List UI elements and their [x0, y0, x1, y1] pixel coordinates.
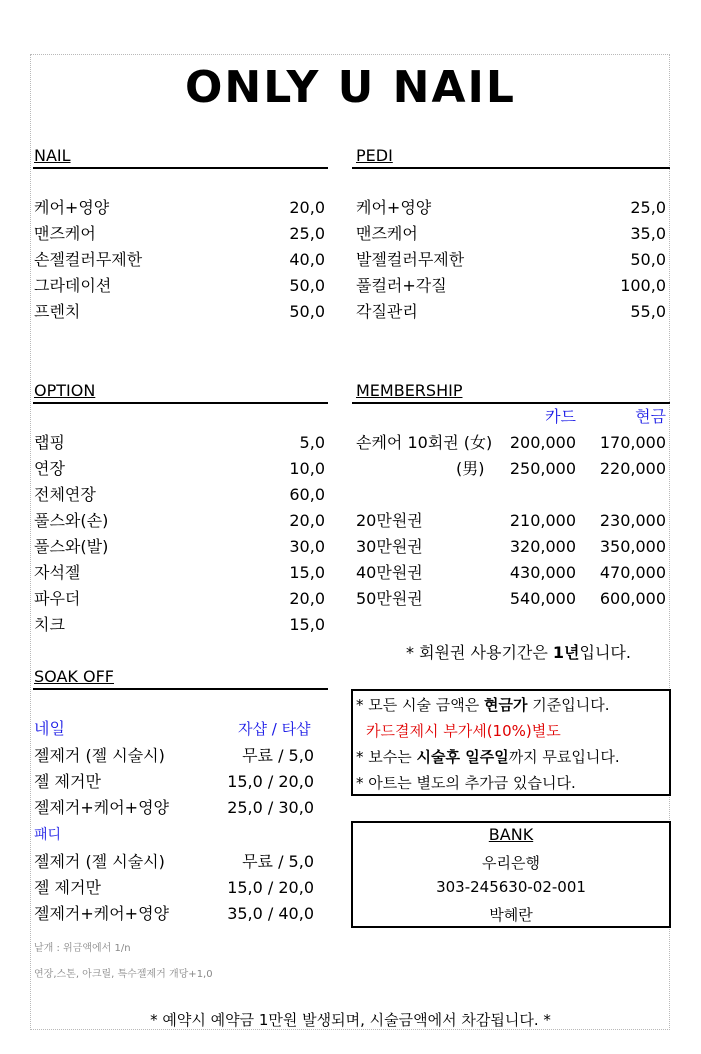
nail-item-row — [34, 196, 325, 220]
membership-care-male-row — [356, 457, 668, 481]
item-name: 치크 — [34, 615, 65, 634]
voucher-card-price: 540,000 — [509, 589, 576, 608]
notice-line-vat: 카드결제시 부가세(10%)별도 — [366, 722, 561, 740]
membership-care-female-row — [356, 431, 668, 455]
pedi-item-row — [356, 300, 666, 324]
voucher-card-price: 320,000 — [509, 537, 576, 556]
membership-column-headers — [356, 405, 668, 429]
notice-line-cash-text: * 모든 시술 금액은 — [356, 696, 485, 714]
soak-pedi-label-text: 패디 — [34, 827, 62, 843]
nail-item-row — [34, 222, 325, 246]
care-male-cash-price: 220,000 — [599, 459, 666, 478]
voucher-row — [356, 535, 668, 559]
voucher-card-price: 430,000 — [509, 563, 576, 582]
soak-pedi-row — [34, 850, 314, 874]
item-price: 20,0 — [289, 198, 325, 217]
notice-line-art: * 아트는 별도의 추가금 있습니다. — [356, 774, 576, 792]
option-item-row — [34, 587, 325, 611]
voucher-card-price: 210,000 — [509, 511, 576, 530]
item-name: 전체연장 — [34, 485, 96, 504]
voucher-cash-price: 470,000 — [599, 563, 666, 582]
shop-title: ONLY U NAIL — [185, 62, 516, 113]
pedi-divider — [352, 167, 670, 169]
soak-nail-row — [34, 796, 314, 820]
item-price: 50,0 — [289, 276, 325, 295]
item-price: 25,0 — [289, 224, 325, 243]
pedi-item-row — [356, 196, 666, 220]
soak-pedi-label — [34, 823, 174, 847]
option-item-row — [34, 535, 325, 559]
care-pass-label: 손케어 10회권 (女) — [356, 433, 493, 452]
item-name: 랩핑 — [34, 433, 65, 452]
cash-column-header: 현금 — [635, 407, 666, 426]
item-price: 20,0 — [289, 511, 325, 530]
voucher-name: 40만원권 — [356, 563, 423, 582]
item-price: 60,0 — [289, 485, 325, 504]
item-name: 풀스와(발) — [34, 537, 109, 556]
item-name: 각질관리 — [356, 302, 418, 321]
item-price: 40,0 — [289, 250, 325, 269]
validity-suffix: 입니다. — [579, 643, 631, 662]
item-name: 발젤컬러무제한 — [356, 250, 465, 269]
voucher-row — [356, 561, 668, 585]
item-price: 30,0 — [289, 537, 325, 556]
voucher-cash-price: 600,000 — [599, 589, 666, 608]
item-name: 손젤컬러무제한 — [34, 250, 143, 269]
soak-nail-label — [34, 717, 174, 741]
bank-account-holder: 박혜란 — [489, 906, 533, 924]
option-heading: OPTION — [34, 381, 96, 400]
nail-heading: NAIL — [34, 146, 71, 165]
item-price: 35,0 — [630, 224, 666, 243]
item-price: 50,0 — [630, 250, 666, 269]
soak-nail-label-text: 네일 — [34, 719, 65, 738]
notice-line-repair-text: * 보수는 — [356, 748, 417, 766]
nail-item-row — [34, 248, 325, 272]
pedi-heading: PEDI — [356, 146, 393, 165]
option-item-row — [34, 613, 325, 637]
voucher-name: 20만원권 — [356, 511, 423, 530]
membership-heading: MEMBERSHIP — [356, 381, 463, 400]
care-male-label: (男) — [456, 459, 485, 478]
option-item-row — [34, 457, 325, 481]
item-price: 15,0 / 20,0 — [227, 878, 314, 897]
voucher-cash-price: 230,000 — [599, 511, 666, 530]
item-price: 100,0 — [620, 276, 666, 295]
option-item-row — [34, 561, 325, 585]
soak-nail-row — [34, 744, 314, 768]
item-name: 케어+영양 — [34, 198, 110, 217]
soak-nail-row — [34, 770, 314, 794]
voucher-name: 30만원권 — [356, 537, 423, 556]
nail-divider — [33, 167, 328, 169]
voucher-row — [356, 587, 668, 611]
soak-note-extension: 연장,스톤, 아크릴, 특수젤제거 개당+1,0 — [34, 969, 213, 980]
item-name: 프렌치 — [34, 302, 81, 321]
item-name: 케어+영양 — [356, 198, 432, 217]
voucher-cash-price: 350,000 — [599, 537, 666, 556]
pedi-item-row — [356, 222, 666, 246]
item-name: 풀스와(손) — [34, 511, 109, 530]
soak-note-single: 낱개 : 위금액에서 1/n — [34, 943, 131, 954]
option-divider — [33, 402, 328, 404]
item-price: 무료 / 5,0 — [242, 852, 314, 871]
item-name: 맨즈케어 — [34, 224, 96, 243]
item-name: 연장 — [34, 459, 65, 478]
item-name: 젤 제거만 — [34, 772, 101, 791]
item-name: 파우더 — [34, 589, 81, 608]
card-column-header: 카드 — [545, 407, 576, 426]
item-name: 풀컬러+각질 — [356, 276, 447, 295]
item-name: 젤제거+케어+영양 — [34, 904, 170, 923]
validity-period: 1년 — [552, 643, 580, 662]
validity-text: * 회원권 사용기간은 — [406, 643, 553, 662]
item-name: 젤제거 (젤 시술시) — [34, 746, 165, 765]
item-price: 15,0 — [289, 563, 325, 582]
notice-line-repair-suffix: 까지 무료입니다. — [508, 748, 620, 766]
membership-validity-note — [406, 640, 631, 663]
item-price: 35,0 / 40,0 — [227, 904, 314, 923]
nail-item-row — [34, 274, 325, 298]
reservation-deposit-note: * 예약시 예약금 1만원 발생되며, 시술금액에서 차감됩니다. * — [150, 1011, 551, 1029]
voucher-name: 50만원권 — [356, 589, 423, 608]
pedi-item-row — [356, 274, 666, 298]
item-name: 젤 제거만 — [34, 878, 101, 897]
item-price: 15,0 — [289, 615, 325, 634]
item-price: 20,0 — [289, 589, 325, 608]
notice-line-repair — [356, 746, 620, 767]
item-price: 25,0 / 30,0 — [227, 798, 314, 817]
soak-pedi-row — [34, 876, 314, 900]
notice-cash-emphasis: 현금가 — [484, 696, 528, 714]
nail-item-row — [34, 300, 325, 324]
notice-repair-emphasis: 시술후 일주일 — [416, 748, 509, 766]
item-price: 5,0 — [299, 433, 325, 452]
care-female-cash-price: 170,000 — [599, 433, 666, 452]
option-item-row — [34, 431, 325, 455]
item-price: 25,0 — [630, 198, 666, 217]
option-item-row — [34, 483, 325, 507]
soak-off-heading: SOAK OFF — [34, 667, 114, 686]
item-price: 10,0 — [289, 459, 325, 478]
item-price: 55,0 — [630, 302, 666, 321]
bank-heading: BANK — [488, 825, 534, 844]
item-price: 50,0 — [289, 302, 325, 321]
voucher-row — [356, 509, 668, 533]
soak-off-divider — [33, 688, 328, 690]
notice-line-cash-suffix: 기준입니다. — [527, 696, 610, 714]
bank-account-number: 303-245630-02-001 — [436, 878, 586, 896]
soak-pedi-row — [34, 902, 314, 926]
item-name: 젤제거+케어+영양 — [34, 798, 170, 817]
option-item-row — [34, 509, 325, 533]
soak-price-header — [226, 717, 326, 741]
pedi-item-row — [356, 248, 666, 272]
care-female-card-price: 200,000 — [509, 433, 576, 452]
item-price: 15,0 / 20,0 — [227, 772, 314, 791]
care-male-card-price: 250,000 — [509, 459, 576, 478]
item-name: 젤제거 (젤 시술시) — [34, 852, 165, 871]
item-name: 맨즈케어 — [356, 224, 418, 243]
item-name: 그라데이션 — [34, 276, 112, 295]
membership-divider — [352, 402, 670, 404]
notice-line-cash — [356, 694, 610, 715]
bank-name: 우리은행 — [482, 854, 540, 872]
soak-price-header-text: 자샵 / 타샵 — [238, 720, 311, 738]
item-price: 무료 / 5,0 — [242, 746, 314, 765]
item-name: 자석젤 — [34, 563, 81, 582]
